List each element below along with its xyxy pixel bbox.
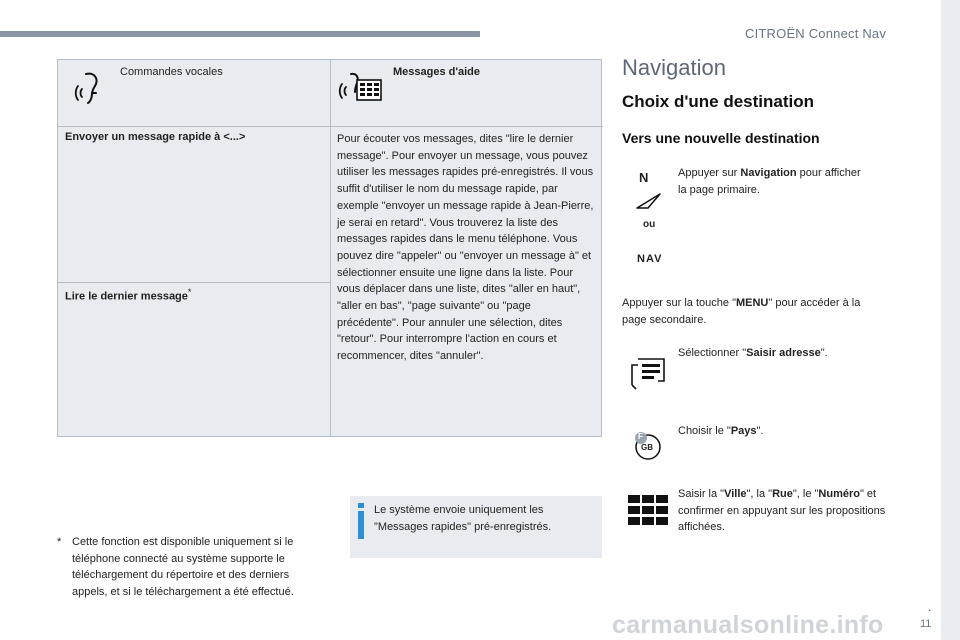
watermark: carmanualsonline.info	[612, 611, 884, 639]
step-navigation	[678, 165, 868, 198]
enter-address-icon	[628, 355, 668, 396]
or-label: ou	[643, 219, 656, 230]
flag-letter-f: F	[638, 432, 643, 441]
col1-header-label: Commandes vocales	[120, 66, 223, 78]
step-text: " pour accéder à la page secondaire.	[622, 297, 861, 326]
table-header-commands	[58, 60, 330, 126]
step-text: Choisir le "	[678, 425, 731, 437]
help-message-text: Pour écouter vos messages, dites "lire le dernier message". Pour envoyer un message, vous pouvez utiliser les messages rapides pré-enregistrés. Il vous suffit d'utiliser le nom du message rapide, par exemple "envoyer un message rapide à Jean-Pierre, je serai en retard". Vous trouverez la liste des messages rapides dans le menu téléphone. Vous pouvez dire "appeler" ou "envoyer un message à" et sélectionner ensuite une ligne dans la liste. Pour vous déplacer dans une liste, dites "aller en haut", "aller en bas", "page suivante" ou "page précédente". Pour annuler une sélection, dites "retour". Pour interrompre l'action en cours et recommencer, dites "annuler".	[337, 133, 594, 363]
info-text: Le système envoie uniquement les "Messages rapides" pré-enregistrés.	[374, 504, 552, 533]
step-text: Appuyer sur la touche "	[622, 297, 736, 309]
step-bold: Ville	[724, 488, 747, 500]
col2-header-label: Messages d'aide	[393, 66, 480, 78]
table-header-divider	[58, 126, 603, 127]
command-read-last-message	[65, 287, 191, 303]
step-text: ", le "	[792, 488, 819, 500]
subheading-new-destination: Vers une nouvelle destination	[622, 130, 820, 146]
navigation-icon-n-letter: N	[639, 170, 649, 185]
info-icon	[358, 503, 364, 539]
command-send-quick-message	[65, 131, 245, 143]
footnote-star: *	[57, 536, 62, 548]
flag-letters-gb: GB	[641, 443, 653, 452]
page-edge-strip	[941, 0, 960, 640]
step-bold: MENU	[735, 297, 769, 309]
step-menu	[622, 295, 884, 328]
table-row-divider	[58, 282, 330, 283]
footnote	[57, 534, 322, 601]
country-flag-icon	[631, 428, 665, 462]
step-text: Appuyer sur	[678, 167, 741, 179]
voice-message-icon	[337, 70, 385, 113]
command-text: Lire le dernier message	[65, 290, 188, 303]
step-bold: Saisir adresse	[746, 347, 821, 359]
step-enter-city-street-number	[678, 486, 888, 536]
step-choose-country	[678, 423, 878, 440]
footnote-text: Cette fonction est disponible uniquement si le téléphone connecté au système supporte le téléchargement du répertoire et des derniers appels, et si le téléchargement a été effectué.	[72, 536, 294, 599]
voice-command-icon	[72, 68, 106, 113]
step-text: Saisir la "	[678, 488, 725, 500]
step-bold: Numéro	[818, 488, 860, 500]
voice-commands-table	[57, 59, 602, 437]
heading-choose-destination: Choix d'une destination	[622, 92, 814, 111]
step-text: ", la "	[746, 488, 773, 500]
continue-mark: .	[928, 600, 932, 614]
header-title: CITROËN Connect Nav	[745, 26, 887, 41]
step-bold: Navigation	[740, 167, 797, 179]
header-accent-bar	[0, 31, 480, 37]
step-bold: Rue	[772, 488, 793, 500]
page-number: 11	[920, 618, 932, 630]
step-text: " et confirmer en appuyant sur les propositions affichées.	[678, 488, 886, 534]
step-text: ".	[820, 347, 828, 359]
info-box	[350, 496, 602, 558]
section-title-navigation: Navigation	[622, 55, 726, 80]
step-enter-address	[678, 345, 878, 362]
command-text: Envoyer un message rapide à <...>	[65, 131, 246, 143]
table-header-help	[331, 60, 603, 126]
step-text: Sélectionner "	[678, 347, 747, 359]
step-text: pour afficher la page primaire.	[678, 167, 861, 196]
keyboard-grid-icon	[628, 495, 668, 532]
footnote-marker: *	[187, 287, 192, 297]
step-text: ".	[756, 425, 764, 437]
nav-button-label: NAV	[637, 253, 663, 265]
step-bold: Pays	[730, 425, 757, 437]
